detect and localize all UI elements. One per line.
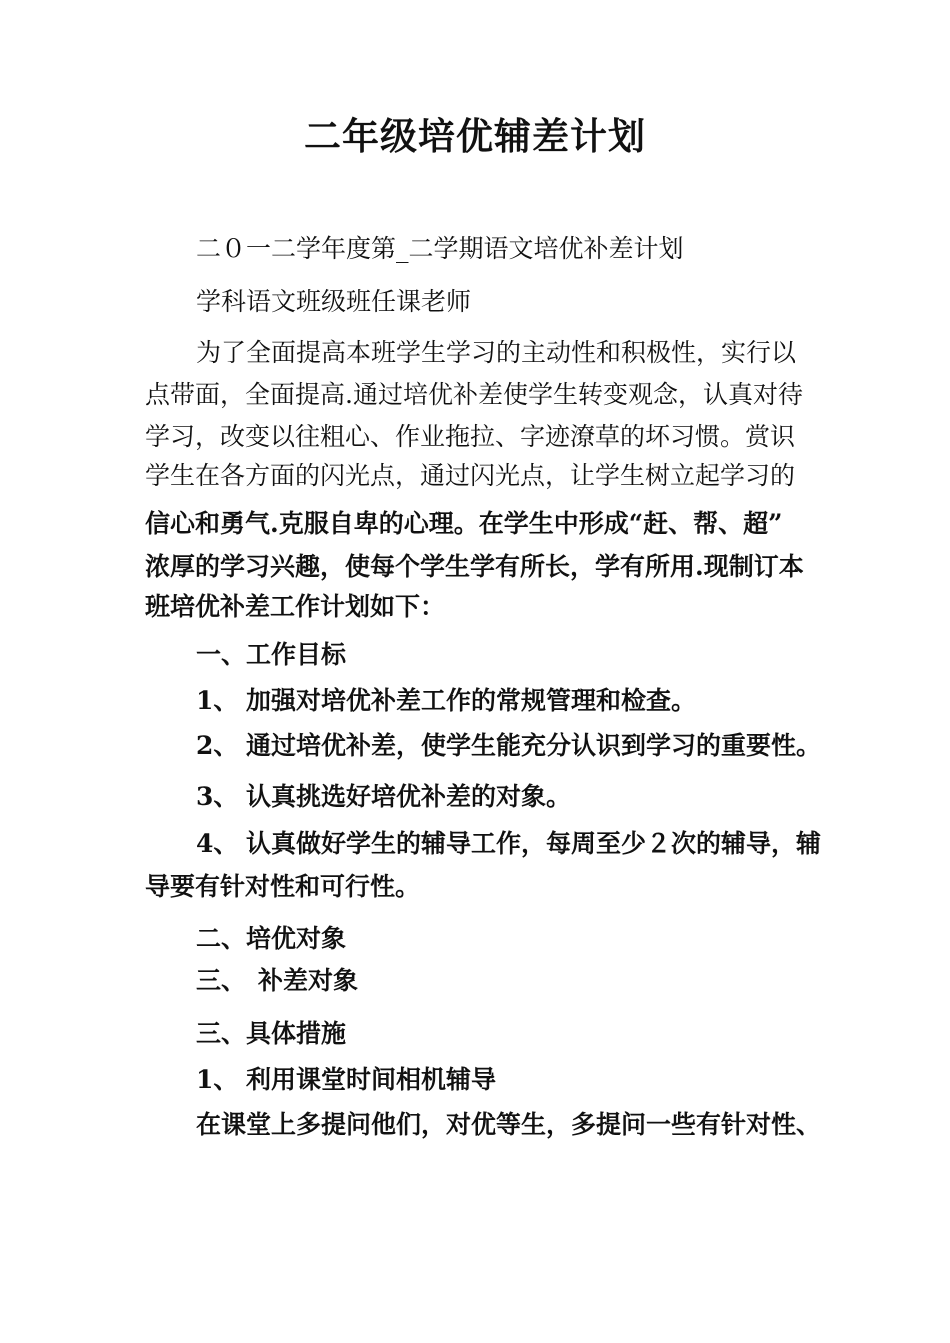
goal-item-2	[196, 733, 821, 758]
goal-text: 加强对培优补差工作的常规管理和检查。	[246, 686, 697, 715]
goal-text: 通过培优补差，使学生能充分认识到学习的重要性。	[246, 731, 822, 760]
subject-line: 学科语文班级班任课老师	[196, 287, 472, 316]
bold-intro-line-2: 浓厚的学习兴趣，使每个学生学有所长，学有所用.现制订本	[145, 552, 804, 581]
goal-number: 4、	[196, 829, 239, 858]
section-heading-goals: 一、工作目标	[196, 640, 347, 669]
goal-item-3	[196, 784, 571, 809]
section-heading-measures: 三、具体措施	[196, 1019, 347, 1048]
intro-line-1: 为了全面提高本班学生学习的主动性和积极性，实行以	[196, 338, 797, 367]
measure-item-1	[196, 1067, 496, 1092]
intro-line-2: 点带面，全面提高.通过培优补差使学生转变观念，认真对待	[145, 380, 803, 409]
section-heading-excellent-students: 二、培优对象	[196, 924, 347, 953]
goal-number: 2、	[196, 731, 239, 760]
section-number: 三、	[196, 966, 247, 995]
goal-number: 1、	[196, 686, 239, 715]
bold-intro-line-3: 班培优补差工作计划如下：	[145, 592, 446, 621]
section-heading-remedial-students	[196, 968, 358, 993]
bold-intro-line-1: 信心和勇气.克服自卑的心理。在学生中形成“赶、帮、超”	[145, 509, 783, 538]
goal-item-4	[196, 831, 821, 856]
measure-number: 1、	[196, 1065, 239, 1094]
document-title: 二年级培优辅差计划	[304, 114, 646, 158]
subtitle-line: 二０一二学年度第_二学期语文培优补差计划	[196, 234, 684, 263]
goal-item-1	[196, 688, 696, 713]
goal-text: 认真做好学生的辅导工作，每周至少２次的辅导，辅	[246, 829, 822, 858]
goal-text: 认真挑选好培优补差的对象。	[246, 782, 572, 811]
goal-item-4-continued: 导要有针对性和可行性。	[145, 872, 421, 901]
measure-text: 利用课堂时间相机辅导	[246, 1065, 497, 1094]
intro-line-4: 学生在各方面的闪光点，通过闪光点，让学生树立起学习的	[145, 461, 796, 490]
section-text: 补差对象	[258, 966, 359, 995]
goal-number: 3、	[196, 782, 239, 811]
intro-line-3: 学习，改变以往粗心、作业拖拉、字迹潦草的坏习惯。赏识	[145, 422, 796, 451]
measure-description-line: 在课堂上多提问他们，对优等生，多提问一些有针对性、	[196, 1110, 822, 1139]
